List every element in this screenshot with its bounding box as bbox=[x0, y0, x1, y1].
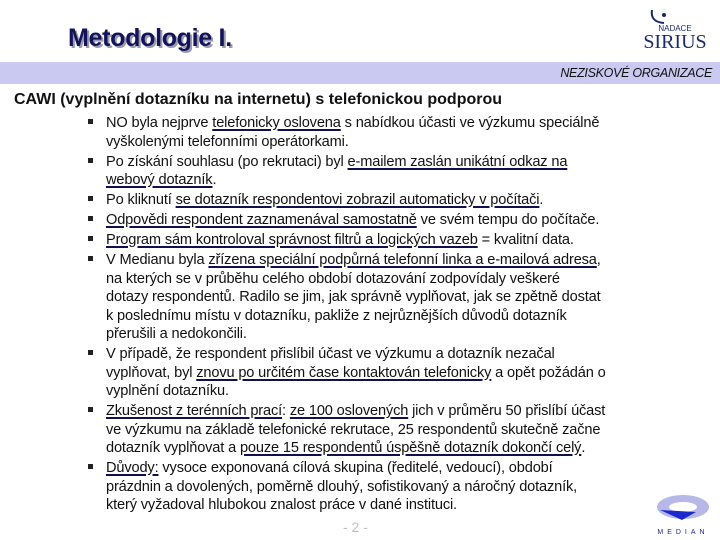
text-line bbox=[106, 288, 686, 307]
text-segment: dotazy respondentů. Radilo se jim, jak správně vyplňovat, jak se zpětně dostat bbox=[106, 289, 601, 305]
text-segment: na kterých se v průběhu celého období dotazování zodpovídaly veškeré bbox=[106, 270, 560, 287]
bullet-icon bbox=[88, 464, 93, 469]
text-line bbox=[106, 191, 686, 210]
text-segment: NO byla nejprve bbox=[106, 115, 213, 131]
text-line bbox=[106, 421, 686, 440]
text-segment: V případě, že respondent přislíbil účast ve výzkumu a dotazník nezačal bbox=[106, 346, 555, 362]
text-line bbox=[106, 496, 686, 515]
bullet-item bbox=[86, 402, 686, 458]
text-segment: jich v průměru 50 přislíbí účast bbox=[408, 403, 606, 419]
text-line bbox=[106, 171, 686, 190]
bullet-icon bbox=[88, 350, 93, 355]
text-line bbox=[106, 439, 686, 458]
underlined-text: pouze 15 respondentů úspěšně dotazník dokončí celý bbox=[239, 440, 582, 456]
underlined-text: e-mailem zaslán unikátní odkaz na bbox=[347, 153, 568, 170]
sirius-logo bbox=[640, 8, 710, 60]
text-segment: V Medianu byla bbox=[106, 252, 209, 268]
bullet-icon bbox=[88, 196, 93, 201]
page-number: - 2 - bbox=[343, 519, 368, 535]
text-segment: , bbox=[596, 252, 601, 268]
text-line bbox=[106, 307, 686, 326]
underlined-text: Odpovědi respondent zaznamenával samostatně bbox=[106, 212, 417, 228]
bullet-item bbox=[86, 459, 686, 515]
bullet-item bbox=[86, 211, 686, 230]
bullet-item bbox=[86, 153, 686, 190]
text-line bbox=[106, 402, 686, 421]
moon-icon bbox=[648, 8, 674, 26]
text-line bbox=[106, 153, 686, 172]
underlined-text: Důvody: bbox=[106, 460, 159, 476]
slide-title: Metodologie I. bbox=[68, 24, 232, 52]
section-heading: CAWI (vyplnění dotazníku na internetu) s telefonickou podporou bbox=[14, 91, 503, 108]
underlined-text: Zkušenost z terénních prací bbox=[106, 403, 283, 419]
text-line bbox=[106, 270, 686, 289]
bullet-icon bbox=[88, 256, 93, 261]
bullet-icon bbox=[88, 119, 93, 124]
text-line bbox=[106, 211, 686, 230]
text-line bbox=[106, 231, 686, 250]
underlined-text: znovu po určitém čase kontaktován telefonicky bbox=[196, 364, 492, 381]
text-segment: ve svém tempu do počítače. bbox=[416, 212, 600, 228]
text-segment: vysoce exponovaná cílová skupina (ředitelé, vedoucí), období bbox=[158, 460, 553, 476]
text-line bbox=[106, 364, 686, 383]
bullet-item bbox=[86, 345, 686, 401]
text-line bbox=[106, 382, 686, 401]
bullet-list bbox=[86, 114, 686, 516]
bullet-icon bbox=[88, 236, 93, 241]
text-segment: vyplnění dotazníku. bbox=[106, 383, 229, 399]
text-segment: : bbox=[282, 403, 290, 419]
bullet-item bbox=[86, 191, 686, 210]
text-line bbox=[106, 325, 686, 344]
text-line bbox=[106, 251, 686, 270]
text-segment: vyplňovat, byl bbox=[106, 364, 197, 381]
text-segment: k poslednímu místu v dotazníku, pakliže z nejrůznějších důvodů dotazník bbox=[106, 307, 567, 324]
underlined-text: telefonicky oslovena bbox=[212, 115, 341, 131]
text-line bbox=[106, 345, 686, 364]
text-segment: dotazník vyplňovat a bbox=[106, 440, 240, 456]
bullet-icon bbox=[88, 216, 93, 221]
bullet-item bbox=[86, 251, 686, 344]
text-segment: . bbox=[539, 192, 544, 208]
bullet-icon bbox=[88, 158, 93, 163]
text-segment: prázdnin a dovolených, poměrně dlouhý, sofistikovaný a náročný dotazník, bbox=[106, 478, 578, 495]
text-segment: který vyžadoval hlubokou znalost práce v dané instituci. bbox=[106, 497, 457, 513]
text-segment: Po kliknutí bbox=[106, 192, 176, 208]
median-logo bbox=[652, 490, 714, 536]
bullet-item bbox=[86, 231, 686, 250]
underlined-text: se dotazník respondentovi zobrazil automaticky v počítači bbox=[175, 192, 540, 208]
text-segment: ve výzkumu na základě telefonické rekrutace, 25 respondentů skutečně začne bbox=[106, 421, 601, 438]
text-line bbox=[106, 114, 686, 133]
text-segment: a opět požádán o bbox=[491, 364, 606, 381]
median-logo-mark bbox=[652, 490, 714, 526]
underlined-text: webový dotazník bbox=[106, 172, 213, 188]
underlined-text: zřízena speciální podpůrná telefonní linka a e-mailová adresa bbox=[208, 252, 597, 268]
bullet-item bbox=[86, 114, 686, 151]
underlined-text: ze 100 oslovených bbox=[289, 403, 409, 419]
text-segment: . bbox=[581, 440, 586, 456]
median-logo-text: MEDIAN bbox=[657, 529, 709, 536]
text-segment: s nabídkou účasti ve výzkumu speciálně bbox=[340, 115, 600, 131]
logo-small-text: NADACE bbox=[658, 24, 692, 33]
text-line bbox=[106, 459, 686, 478]
underlined-text: Program sám kontroloval správnost filtrů a logických vazeb bbox=[106, 232, 478, 248]
text-segment: přerušili a nedokončili. bbox=[106, 326, 247, 342]
logo-big-text: SIRIUS bbox=[643, 31, 707, 53]
text-line bbox=[106, 478, 686, 497]
text-segment: . bbox=[212, 172, 217, 188]
bullet-icon bbox=[88, 407, 93, 412]
text-segment: vyškolenými telefonními operátorkami. bbox=[106, 133, 349, 150]
text-segment: Po získání souhlasu (po rekrutaci) byl bbox=[106, 153, 348, 170]
text-line bbox=[106, 133, 686, 152]
org-label: NEZISKOVÉ ORGANIZACE bbox=[560, 66, 712, 80]
text-segment: = kvalitní data. bbox=[477, 232, 574, 248]
